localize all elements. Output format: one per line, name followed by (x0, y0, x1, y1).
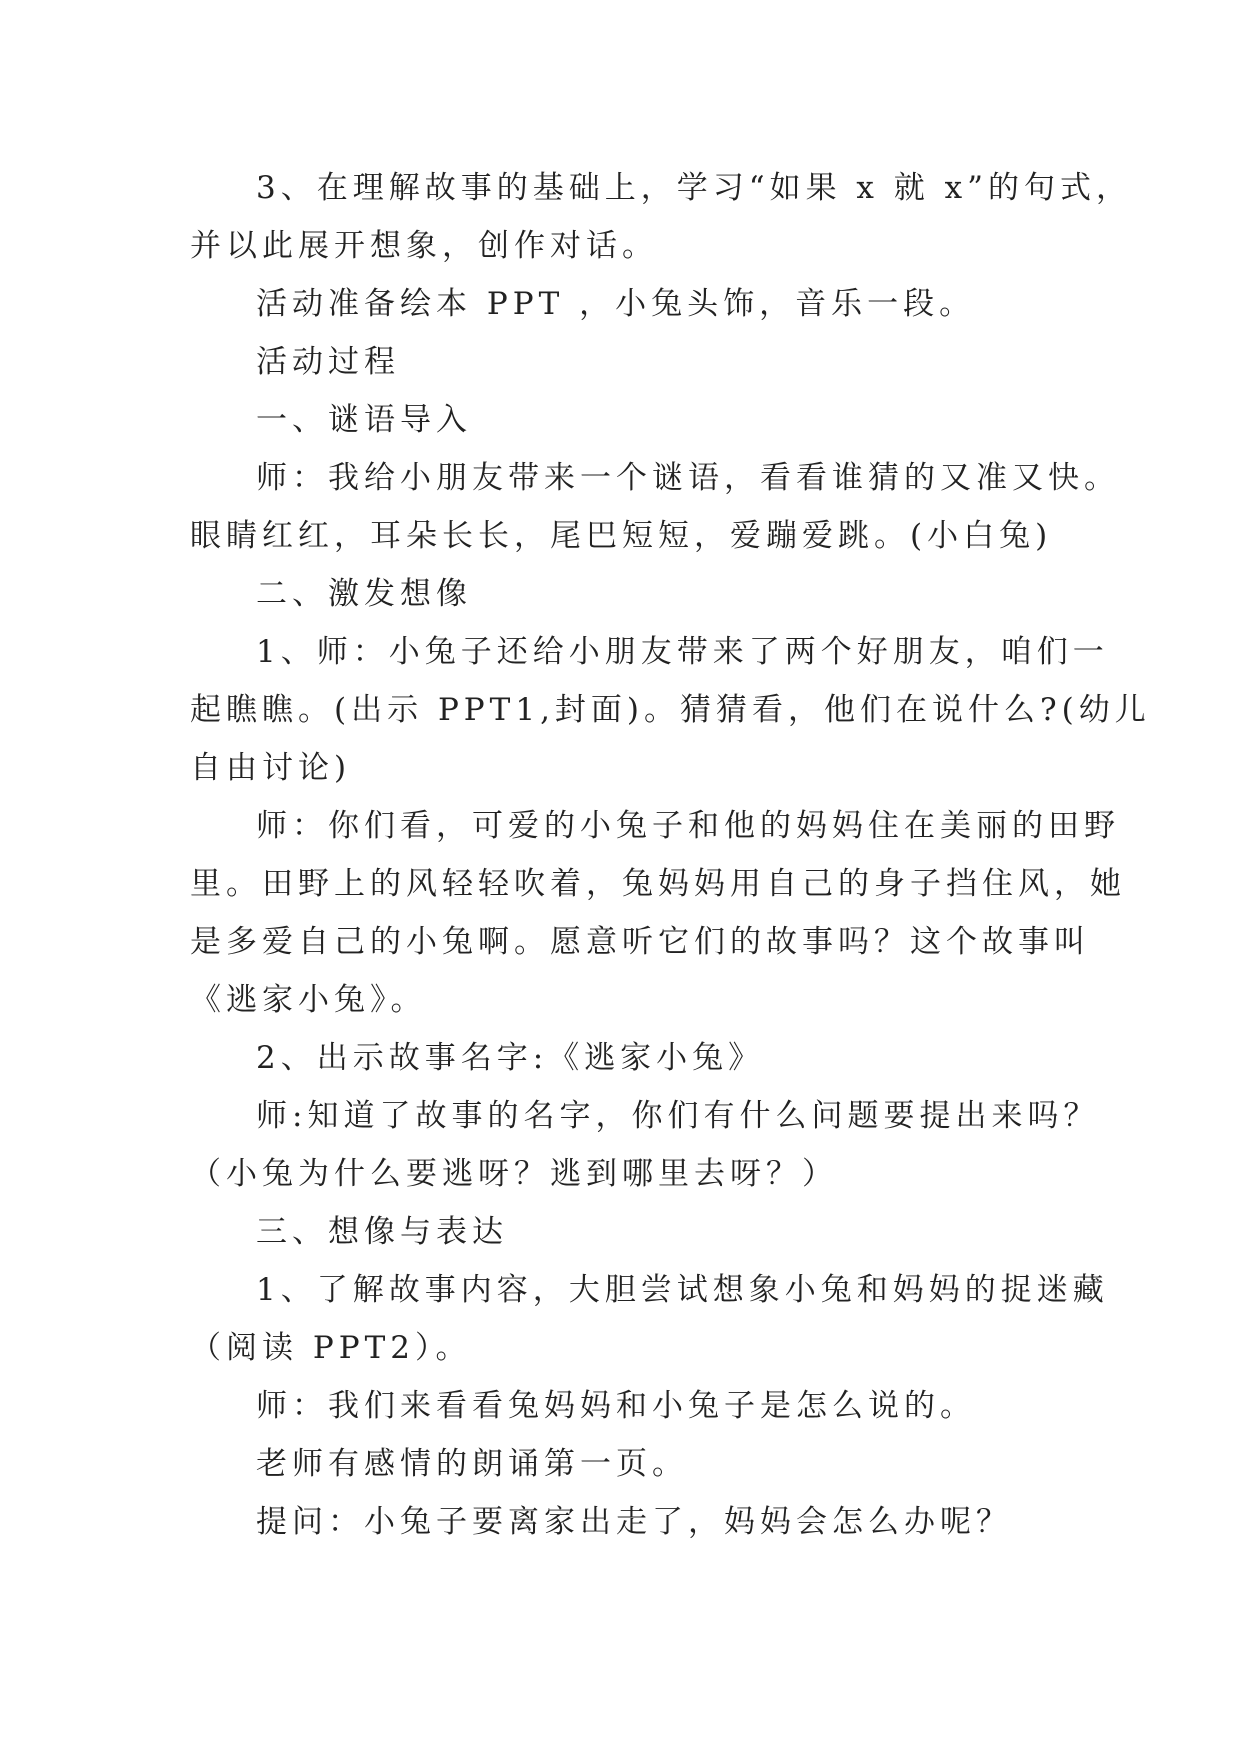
section-heading: 二、激发想像 (256, 576, 472, 612)
text-line: 自由讨论) (190, 750, 352, 786)
section-heading: 一、谜语导入 (256, 402, 472, 438)
text-line: 师:知道了故事的名字，你们有什么问题要提出来吗？ (256, 1098, 1100, 1134)
text-line: 并以此展开想象，创作对话。 (190, 228, 658, 264)
text-line: 师：我们来看看兔妈妈和小兔子是怎么说的。 (256, 1388, 976, 1424)
text-line: （小兔为什么要逃呀？逃到哪里去呀？） (190, 1156, 838, 1192)
text-line: 3、在理解故事的基础上，学习“如果 x 就 x”的句式， (256, 170, 1132, 206)
text-line: 眼睛红红，耳朵长长，尾巴短短，爱蹦爱跳。(小白兔) (190, 518, 1053, 554)
section-heading: 三、想像与表达 (256, 1214, 508, 1250)
text-line: 活动准备绘本 PPT ，小兔头饰，音乐一段。 (256, 286, 976, 322)
text-line: 1、了解故事内容，大胆尝试想象小兔和妈妈的捉迷藏 (256, 1272, 1109, 1308)
text-line: 《逃家小兔》。 (190, 982, 427, 1018)
text-line: 1、师：小兔子还给小朋友带来了两个好朋友，咱们一 (256, 634, 1109, 670)
text-line: （阅读 PPT2）。 (190, 1330, 472, 1366)
text-line: 师：你们看，可爱的小兔子和他的妈妈住在美丽的田野 (256, 808, 1120, 844)
text-line: 起瞧瞧。(出示 PPT1,封面)。猜猜看，他们在说什么?(幼儿 (190, 692, 1151, 728)
text-line: 2、出示故事名字:《逃家小兔》 (256, 1040, 765, 1076)
text-line: 里。田野上的风轻轻吹着，兔妈妈用自己的身子挡住风，她 (190, 866, 1126, 902)
section-heading: 活动过程 (256, 344, 400, 380)
text-line: 师：我给小朋友带来一个谜语，看看谁猜的又准又快。 (256, 460, 1120, 496)
text-line: 老师有感情的朗诵第一页。 (256, 1446, 688, 1482)
text-line: 是多爱自己的小兔啊。愿意听它们的故事吗？这个故事叫 (190, 924, 1090, 960)
text-line: 提问：小兔子要离家出走了，妈妈会怎么办呢？ (256, 1504, 1012, 1540)
